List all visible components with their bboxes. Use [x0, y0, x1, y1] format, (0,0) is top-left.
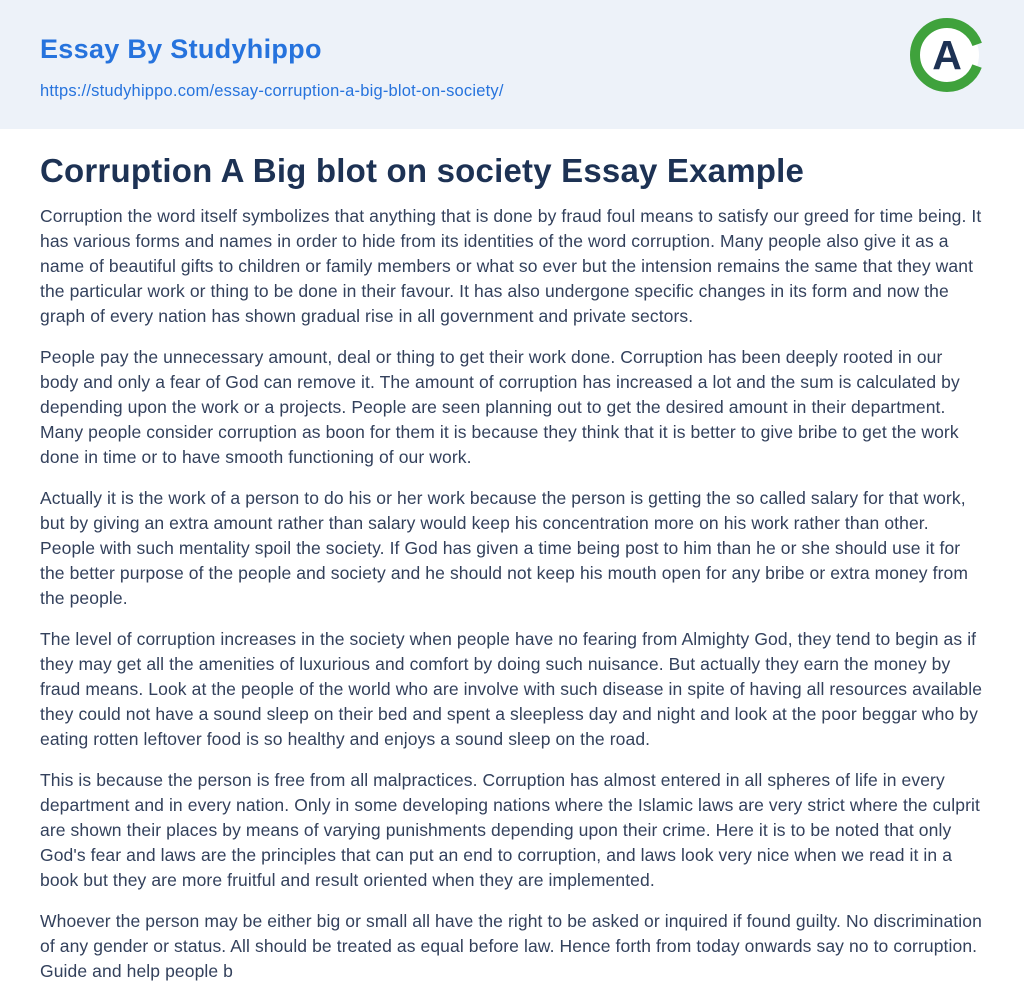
- paragraph: Corruption the word itself symbolizes that anything that is done by fraud foul means to satisfy our greed for time being. It has various forms and names in order to hide from its identities of the word corruption. Many people also give it as a name of beautiful gifts to children or family members or what so ever but the intension remains the same that they want the particular work or thing to be done in their favour. It has also undergone specific changes in its form and now the graph of every nation has shown gradual rise in all government and private sectors.: [40, 206, 982, 326]
- studyhippo-logo: [908, 16, 986, 94]
- logo-letter: A: [932, 32, 962, 78]
- source-url-link[interactable]: https://studyhippo.com/essay-corruption-a-big-blot-on-society/: [40, 82, 504, 100]
- page-header: [0, 0, 1024, 129]
- paragraph: Actually it is the work of a person to do his or her work because the person is getting the so called salary for that work, but by giving an extra amount rather than salary would keep his concentration more on his work rather than other. People with such mentality spoil the society. If God has given a time being post to him than he or she should use it for the better purpose of the people and society and he should not keep his mouth open for any bribe or extra money from the people.: [40, 488, 969, 608]
- paragraph: This is because the person is free from all malpractices. Corruption has almost entered in all spheres of life in every department and in every nation. Only in some developing nations where the Islamic laws are very strict where the culprit are shown their places by means of varying punishments depending upon their crime. Here it is to be noted that only God's fear and laws are the principles that can put an end to corruption, and laws look very nice when we read it in a book but they are more fruitful and result oriented when they are implemented.: [40, 770, 980, 890]
- paragraph: People pay the unnecessary amount, deal or thing to get their work done. Corruption has been deeply rooted in our body and only a fear of God can remove it. The amount of corruption has increased a lot and the sum is calculated by depending upon the work or a projects. People are seen planning out to get the desired amount in their department. Many people consider corruption as boon for them it is because they think that it is better to give bribe to get the work done in time or to have smooth functioning of our work.: [40, 347, 960, 467]
- logo-ring-icon: [908, 16, 986, 94]
- article: [0, 152, 1024, 984]
- article-body: [40, 204, 984, 984]
- paragraph: The level of corruption increases in the society when people have no fearing from Almighty God, they tend to begin as if they may get all the amenities of luxurious and comfort by doing such nuisance. But actually they earn the money by fraud means. Look at the people of the world who are involve with such disease in spite of having all resources available they could not have a sound sleep on their bed and spent a sleepless day and night and look at the poor beggar who by eating rotten leftover food is so healthy and enjoys a sound sleep on the road.: [40, 629, 983, 749]
- paragraph: Whoever the person may be either big or small all have the right to be asked or inquired if found guilty. No discrimination of any gender or status. All should be treated as equal before law. Hence forth from today onwards say no to corruption. Guide and help people b: [40, 911, 982, 981]
- page-title: Corruption A Big blot on society Essay Example: [40, 152, 805, 189]
- site-name: Essay By Studyhippo: [40, 34, 322, 64]
